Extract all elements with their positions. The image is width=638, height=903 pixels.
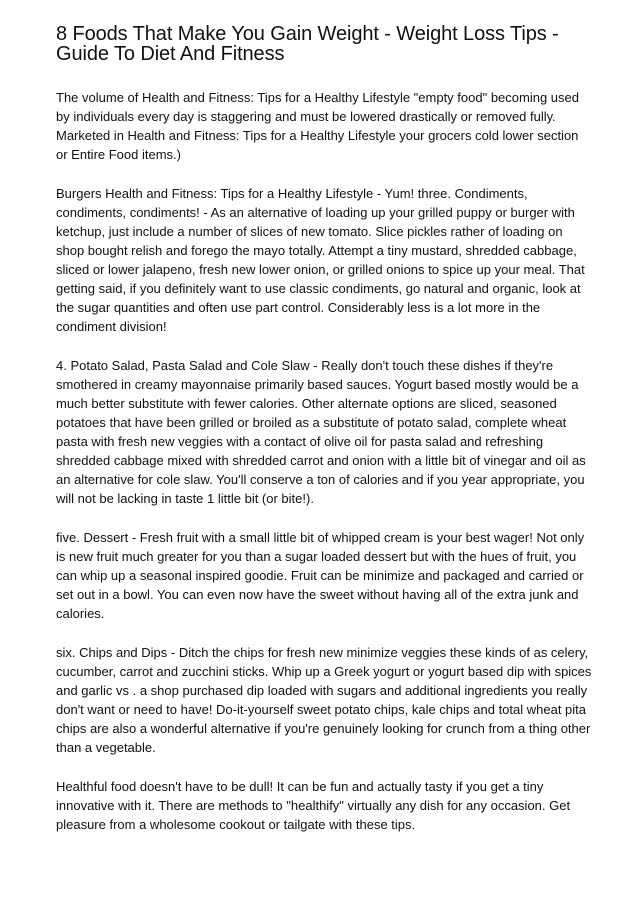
paragraph-line: much better substitute with fewer calories. Other alternate options are sliced, seasoned bbox=[56, 396, 557, 411]
paragraph-line: ketchup, just include a number of slices of new tomato. Slice pickles rather of loading on bbox=[56, 224, 563, 239]
paragraph-line: don't want or need to have! Do-it-yourself sweet potato chips, kale chips and total wheat pita bbox=[56, 702, 587, 717]
title-line: 8 Foods That Make You Gain Weight - Weight Loss Tips - bbox=[56, 23, 559, 45]
condiments-paragraph bbox=[56, 184, 586, 336]
paragraph-line: can whip up a seasonal inspired goodie. Fruit can be minimize and packaged and carried or bbox=[56, 568, 584, 583]
paragraph-line: an alternative for cole slaw. You'll conserve a ton of calories and if you year appropriate, you bbox=[56, 472, 585, 487]
paragraph-line: pasta with fresh new veggies with a contact of olive oil for pasta salad and refreshing bbox=[56, 434, 544, 449]
paragraph-line: 4. Potato Salad, Pasta Salad and Cole Slaw - Really don't touch these dishes if they're bbox=[56, 358, 554, 373]
page-title bbox=[56, 24, 586, 64]
paragraph-line: sliced or lower jalapeno, fresh new lower onion, or grilled onions to spice up your meal. That bbox=[56, 262, 585, 277]
paragraph-line: and garlic vs . a shop purchased dip loaded with sugars and additional ingredients you really bbox=[56, 683, 588, 698]
title-line: Guide To Diet And Fitness bbox=[56, 43, 285, 65]
paragraph-line: will not be lacking in taste 1 little bit (or bite!). bbox=[56, 491, 314, 506]
paragraph-line: Marketed in Health and Fitness: Tips for a Healthy Lifestyle your grocers cold lower section bbox=[56, 128, 579, 143]
paragraph-line: pleasure from a wholesome cookout or tailgate with these tips. bbox=[56, 817, 416, 832]
paragraph-line: the sugar quantities and often use part control. Considerably less is a lot more in the bbox=[56, 300, 541, 315]
paragraph-line: or Entire Food items.) bbox=[56, 147, 181, 162]
chips-paragraph bbox=[56, 643, 592, 757]
paragraph-line: condiment division! bbox=[56, 319, 167, 334]
paragraph-line: shredded cabbage mixed with shredded carrot and onion with a little bit of vinegar and oil as bbox=[56, 453, 586, 468]
closing-paragraph bbox=[56, 777, 586, 834]
title-block bbox=[56, 24, 586, 64]
paragraph-line: smothered in creamy mayonnaise primarily based sauces. Yogurt based mostly would be a bbox=[56, 377, 579, 392]
paragraph-line: Healthful food doesn't have to be dull! It can be fun and actually tasty if you get a tiny bbox=[56, 779, 544, 794]
paragraph-line: The volume of Health and Fitness: Tips for a Healthy Lifestyle "empty food" becoming used bbox=[56, 90, 579, 105]
paragraph-line: by individuals every day is staggering and must be lowered drastically or removed fully. bbox=[56, 109, 556, 124]
paragraph-line: potatoes that have been grilled or broiled as a substitute of potato salad, complete wheat bbox=[56, 415, 567, 430]
paragraph-line: five. Dessert - Fresh fruit with a small little bit of whipped cream is your best wager! Not only bbox=[56, 530, 585, 545]
paragraph-line: Burgers Health and Fitness: Tips for a Healthy Lifestyle - Yum! three. Condiments, bbox=[56, 186, 528, 201]
salad-paragraph bbox=[56, 356, 586, 508]
paragraph-line: chips are also a wonderful alternative if you're genuinely looking for crunch from a thing other bbox=[56, 721, 591, 736]
paragraph-line: six. Chips and Dips - Ditch the chips for fresh new minimize veggies these kinds of as celery, bbox=[56, 645, 589, 660]
paragraph-line: than a vegetable. bbox=[56, 740, 156, 755]
paragraph-line: getting said, if you definitely want to use classic condiments, go natural and organic, look at bbox=[56, 281, 581, 296]
paragraph-line: calories. bbox=[56, 606, 105, 621]
paragraph-line: is new fruit much greater for you than a sugar loaded dessert but with the hues of fruit, you bbox=[56, 549, 577, 564]
paragraph-line: condiments, condiments! - As an alternative of loading up your grilled puppy or burger with bbox=[56, 205, 575, 220]
intro-paragraph bbox=[56, 88, 586, 164]
paragraph-line: shop bought relish and forego the mayo totally. Attempt a tiny mustard, shredded cabbage, bbox=[56, 243, 577, 258]
dessert-paragraph bbox=[56, 528, 586, 623]
paragraph-line: cucumber, carrot and zucchini sticks. Whip up a Greek yogurt or yogurt based dip with spices bbox=[56, 664, 592, 679]
document-page bbox=[56, 23, 592, 834]
paragraph-line: innovative with it. There are methods to "healthify" virtually any dish for any occasion. Get bbox=[56, 798, 571, 813]
paragraph-line: set out in a bowl. You can even now have the sweet without having all of the extra junk and bbox=[56, 587, 579, 602]
